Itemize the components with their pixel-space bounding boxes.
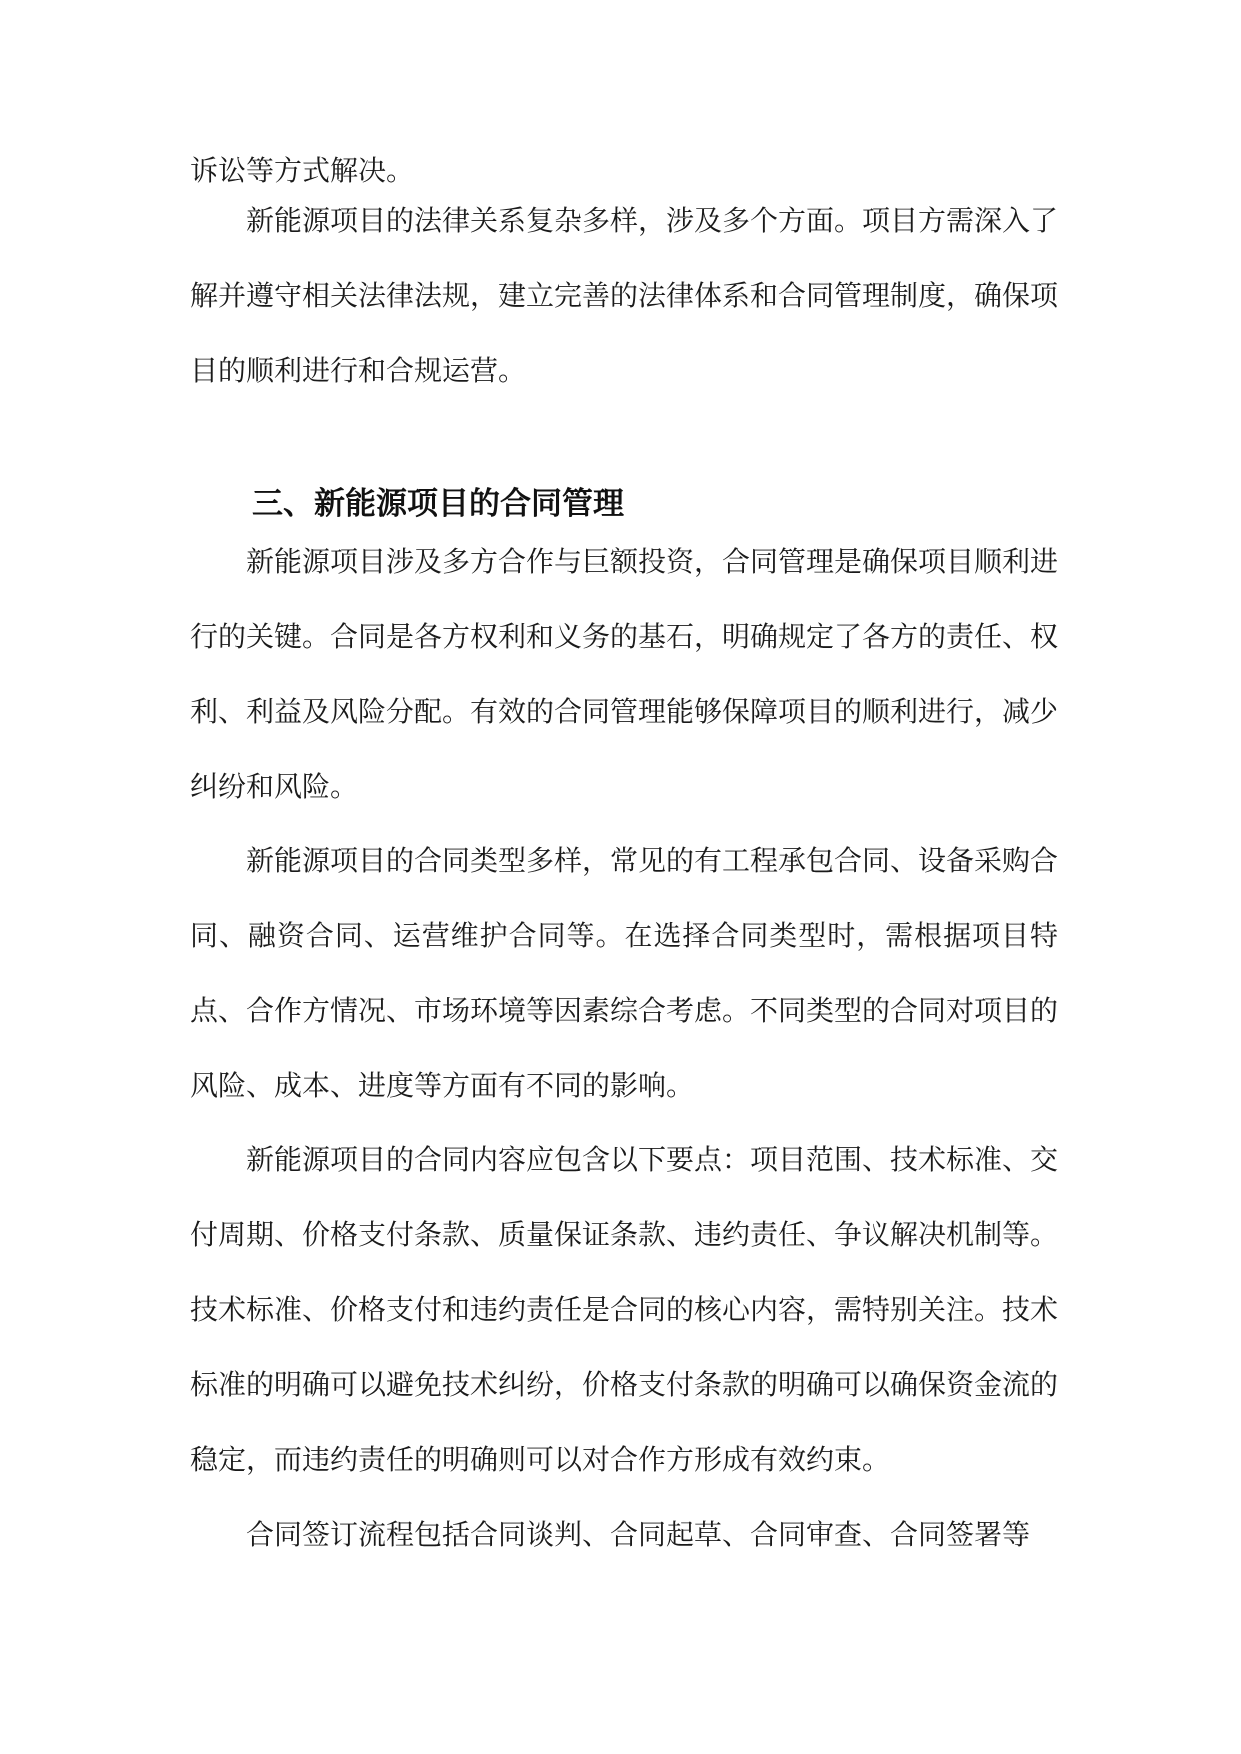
paragraph-signing-process: 合同签订流程包括合同谈判、合同起草、合同审查、合同签署等 <box>246 1518 1031 1551</box>
paragraph-continuation: 诉讼等方式解决。 <box>190 154 415 187</box>
paragraph-contract-types: 新能源项目的合同类型多样，常见的有工程承包合同、设备采购合同、融资合同、运营维护合同等。在选择合同类型时，需根据项目特点、合作方情况、市场环境等因素综合考虑。不同类型的合同对项目的风险、成本、进度等方面有不同的影响。 <box>190 844 1059 1102</box>
paragraph-contract-contents: 新能源项目的合同内容应包含以下要点：项目范围、技术标准、交付周期、价格支付条款、质量保证条款、违约责任、争议解决机制等。技术标准、价格支付和违约责任是合同的核心内容，需特别关注。技术标准的明确可以避免技术纠纷，价格支付条款的明确可以确保资金流的稳定，而违约责任的明确则可以对合作方形成有效约束。 <box>190 1143 1059 1476</box>
paragraph-legal-relations: 新能源项目的法律关系复杂多样，涉及多个方面。项目方需深入了解并遵守相关法律法规，建立完善的法律体系和合同管理制度，确保项目的顺利进行和合规运营。 <box>190 204 1059 387</box>
paragraph-contract-importance: 新能源项目涉及多方合作与巨额投资，合同管理是确保项目顺利进行的关键。合同是各方权利和义务的基石，明确规定了各方的责任、权利、利益及风险分配。有效的合同管理能够保障项目的顺利进行，减少纠纷和风险。 <box>190 545 1059 803</box>
section-heading: 三、新能源项目的合同管理 <box>252 486 624 522</box>
